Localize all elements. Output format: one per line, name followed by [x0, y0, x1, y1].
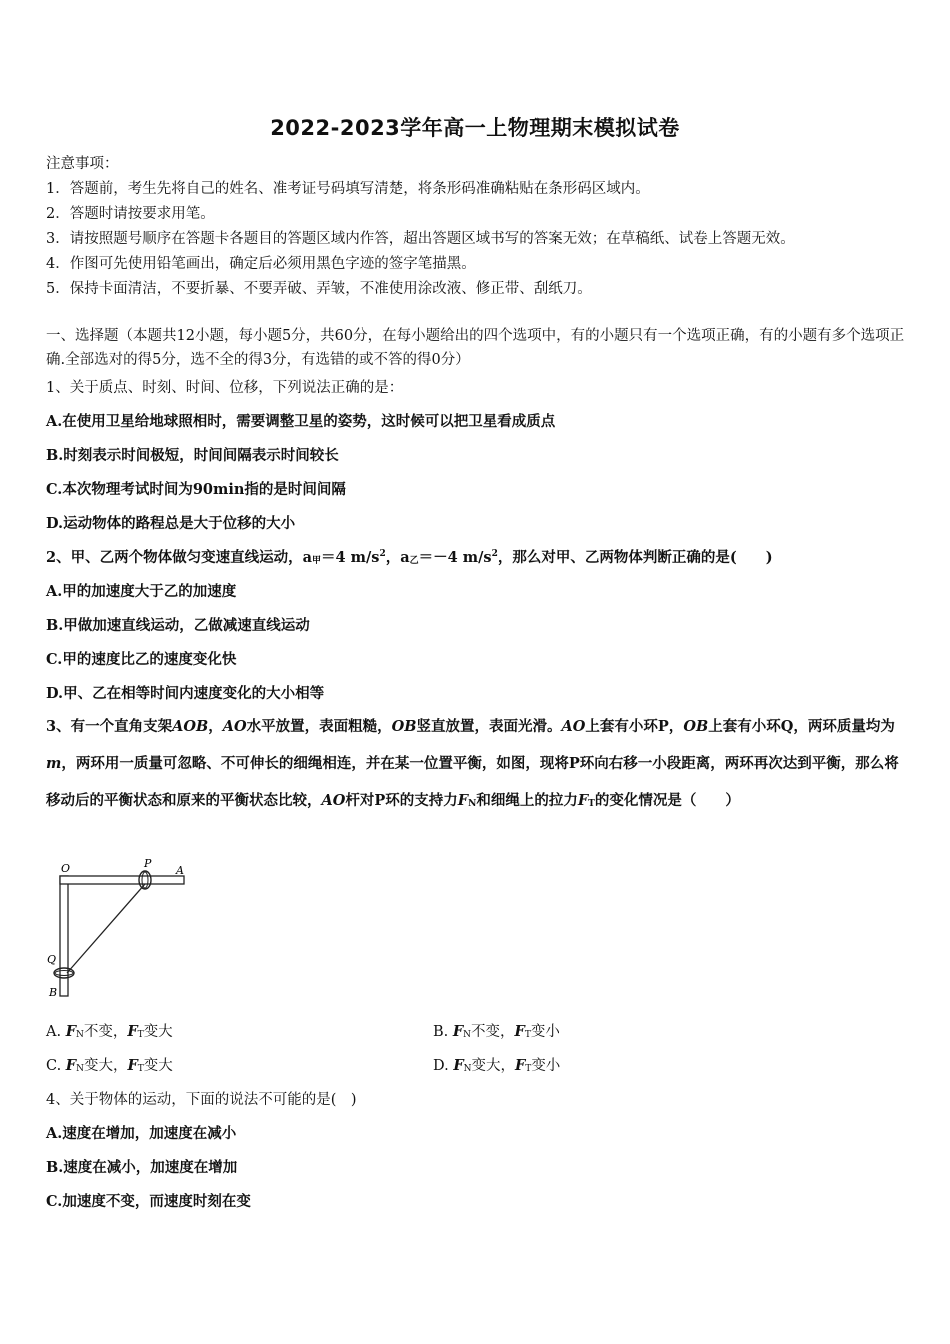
q3-stem — [46, 708, 908, 823]
q2-option-b: B.甲做加速直线运动，乙做减速直线运动 — [46, 617, 310, 634]
q2-option-c: C.甲的速度比乙的速度变化快 — [46, 651, 237, 668]
rod-oa — [60, 876, 184, 884]
symbol-f: F — [515, 1057, 526, 1074]
q3-text: 水平放置，表面粗糙， — [246, 718, 392, 735]
q3-symbol-ao: AO — [321, 792, 346, 809]
option-text: 变小 — [531, 1058, 561, 1074]
q2-sup: 2 — [491, 549, 498, 559]
q3-text: 上套有小环P， — [585, 718, 684, 735]
string-pq — [67, 884, 145, 973]
q2-stem-part: ，那么对甲、乙两物体判断正确的是( ) — [497, 549, 773, 566]
q3-text: 竖直放置，表面光滑。 — [416, 718, 562, 735]
q2-stem-part: 2、甲、乙两个物体做匀变速直线运动，a — [46, 549, 312, 566]
option-text: 变大， — [471, 1058, 515, 1074]
symbol-f: F — [453, 1057, 464, 1074]
sub-t: T — [524, 1030, 531, 1040]
sub-n: N — [76, 1064, 84, 1074]
label-o: O — [61, 862, 71, 875]
q3-sub-t: T — [588, 799, 595, 809]
symbol-f: F — [65, 1023, 76, 1040]
q1-option-b: B.时刻表示时间极短，时间间隔表示时间较长 — [46, 447, 339, 464]
option-text: 变小 — [530, 1024, 560, 1040]
q3-text: 杆对P环的支持力 — [345, 792, 458, 809]
q3-symbol-f: F — [457, 792, 469, 809]
symbol-f: F — [514, 1023, 525, 1040]
q4-option-a: A.速度在增加，加速度在减小 — [46, 1125, 237, 1142]
q3-option-b — [433, 1020, 560, 1041]
q4-stem: 4、关于物体的运动，下面的说法不可能的是( ) — [46, 1092, 357, 1108]
sub-n: N — [76, 1030, 84, 1040]
q3-symbol-ob: OB — [391, 718, 417, 735]
q3-symbol-f: F — [577, 792, 589, 809]
sub-n: N — [463, 1030, 472, 1040]
section-header: 一、选择题（本题共12小题，每小题5分，共60分，在每小题给出的四个选项中，有的小题只有一个选项正确，有的小题有多个选项正确.全部选对的得5分，选不全的得3分，有选错的或不答的得0分） — [46, 328, 905, 368]
option-text: 变大 — [143, 1058, 173, 1074]
symbol-f: F — [127, 1023, 138, 1040]
label-p: P — [144, 857, 152, 870]
q2-option-a: A.甲的加速度大于乙的加速度 — [46, 583, 237, 600]
q1-stem: 1、关于质点、时刻、时间、位移，下列说法正确的是： — [46, 380, 404, 396]
q3-text: 上套有小环Q，两环质量均为 — [708, 718, 895, 735]
q3-text: 和细绳上的拉力 — [476, 792, 578, 809]
sub-t: T — [137, 1064, 144, 1074]
q3-symbol-m: m — [46, 755, 62, 772]
option-prefix: D. — [433, 1058, 454, 1074]
q3-symbol-ob: OB — [683, 718, 709, 735]
q4-option-c: C.加速度不变，而速度时刻在变 — [46, 1193, 251, 1210]
notice-item-5: 5．保持卡面清洁，不要折暴、不要弄破、弄皱，不准使用涂改液、修正带、刮纸刀。 — [46, 281, 592, 297]
q1-option-c: C.本次物理考试时间为90min指的是时间间隔 — [46, 481, 346, 498]
q3-text: ， — [208, 718, 223, 735]
notice-item-2: 2．答题时请按要求用笔。 — [46, 206, 215, 222]
option-text: 不变， — [83, 1024, 128, 1040]
notice-heading: 注意事项： — [46, 156, 119, 172]
q2-stem — [46, 546, 773, 567]
sub-t: T — [137, 1030, 144, 1040]
q2-sub-yi: 乙 — [409, 556, 419, 566]
notice-item-4: 4．作图可先使用铅笔画出，确定后必须用黑色字迹的签字笔描黑。 — [46, 256, 476, 272]
label-a: A — [176, 864, 184, 877]
option-prefix: A. — [46, 1024, 66, 1040]
q3-text: 的变化情况是（ ） — [594, 792, 740, 809]
sub-t: T — [525, 1064, 532, 1074]
notice-item-1: 1．答题前，考生先将自己的姓名、准考证号码填写清楚，将条形码准确粘贴在条形码区域内。 — [46, 181, 650, 197]
q2-sub-jia: 甲 — [311, 556, 321, 566]
q3-text: 3、有一个直角支架 — [46, 718, 173, 735]
q2-sup: 2 — [379, 549, 386, 559]
q2-stem-part: ＝－4 m/s — [418, 549, 492, 566]
symbol-f: F — [452, 1023, 464, 1040]
q3-option-a — [46, 1020, 173, 1041]
page-title: 2022-2023学年高一上物理期末模拟试卷 — [270, 116, 680, 140]
option-text: 变大， — [83, 1058, 128, 1074]
q2-stem-part: ，a — [385, 549, 410, 566]
label-q: Q — [47, 953, 57, 966]
option-text: 变大 — [143, 1024, 173, 1040]
q3-symbol-aob: AOB — [172, 718, 209, 735]
q2-stem-part: ＝4 m/s — [321, 549, 380, 566]
symbol-f: F — [127, 1057, 138, 1074]
option-prefix: C. — [46, 1058, 66, 1074]
q3-figure — [44, 856, 194, 1002]
sub-n: N — [463, 1064, 472, 1074]
symbol-f: F — [65, 1057, 77, 1074]
notice-item-3: 3．请按照题号顺序在答题卡各题目的答题区域内作答，超出答题区域书写的答案无效；在草稿纸、试卷上答题无效。 — [46, 231, 795, 247]
q3-symbol-ao: AO — [561, 718, 586, 735]
q3-symbol-ao: AO — [222, 718, 247, 735]
option-text: 不变， — [471, 1024, 515, 1040]
q3-text: ，两环用一质量可忽略、不可伸长的细绳相连，并在某一位置平衡，如图，现将P环向右移一小段距离，两环再次达到平衡，那么将移动后的平衡状态和原来的平衡状态比较， — [46, 755, 899, 809]
q3-sub-n: N — [468, 799, 477, 809]
q4-option-b: B.速度在减小，加速度在增加 — [46, 1159, 238, 1176]
q3-option-d — [433, 1054, 560, 1075]
q1-option-d: D.运动物体的路程总是大于位移的大小 — [46, 515, 296, 532]
label-b: B — [49, 986, 58, 999]
q1-option-a: A.在使用卫星给地球照相时，需要调整卫星的姿势，这时候可以把卫星看成质点 — [46, 413, 556, 430]
q3-option-c — [46, 1054, 173, 1075]
q2-option-d: D.甲、乙在相等时间内速度变化的大小相等 — [46, 685, 325, 702]
option-prefix: B. — [433, 1024, 453, 1040]
